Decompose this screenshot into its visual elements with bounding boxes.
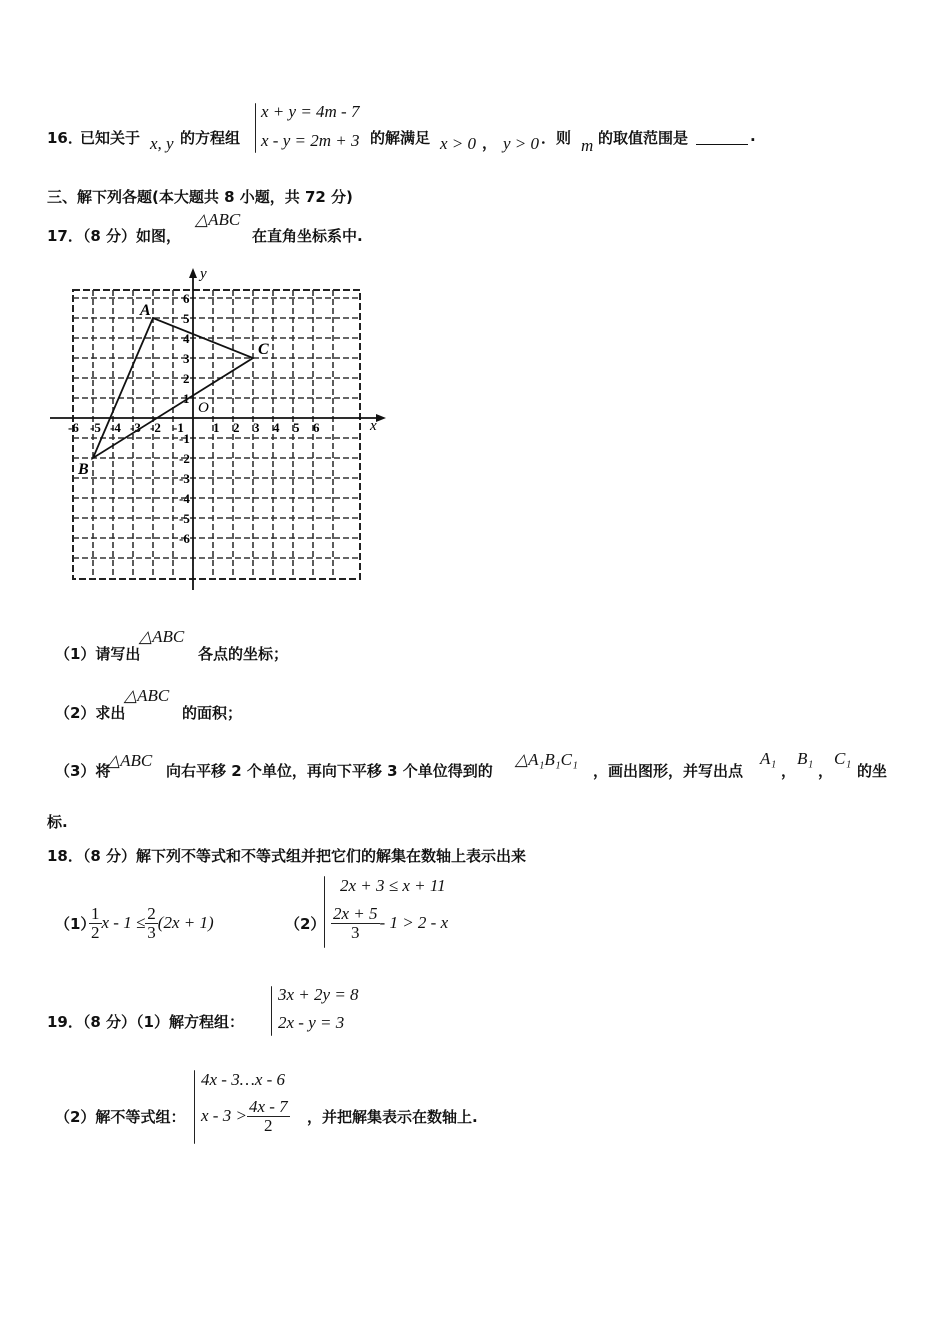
q17-part3-e: 标. — [47, 813, 68, 831]
q18-ineq-1-mid: x - 1 ≤ — [101, 913, 146, 932]
q17-part2-a: （2）求出 — [55, 704, 126, 722]
y-tick: -6 — [179, 531, 190, 546]
q16-cond-2: y > 0 — [503, 134, 540, 153]
y-tick: -5 — [179, 511, 190, 526]
frac-1-2: $\frac{1}{2}$ — [91, 904, 100, 942]
q17-sep-2: ， — [818, 762, 834, 780]
q16-text-1: 已知关于 — [80, 129, 141, 147]
q19-brace-2 — [194, 1070, 195, 1144]
y-tick: 4 — [183, 331, 190, 346]
y-axis-label: y — [200, 266, 207, 282]
y-tick: 3 — [183, 351, 190, 366]
q17-part2-b: 的面积； — [182, 704, 243, 722]
q19-ineq-2-a: x - 3 > — [201, 1106, 247, 1125]
y-tick: -4 — [179, 491, 190, 506]
q17-part3-a: （3）将 — [55, 762, 111, 780]
y-tick: 1 — [183, 391, 190, 406]
q17-triangle-abc: △ABC — [195, 210, 241, 229]
y-tick: -2 — [179, 451, 190, 466]
q16-cond-1: x > 0 — [440, 134, 477, 153]
q17-part3-b: 向右平移 2 个单位，再向下平移 3 个单位得到的 — [166, 762, 493, 780]
q19-ineq-2 — [201, 1098, 290, 1135]
y-tick: 5 — [183, 311, 190, 326]
q16-eq2: x - y = 2m + 3 — [261, 131, 360, 150]
q18-sys-line-2-tail: - 1 > 2 - x — [379, 913, 449, 932]
q18-intro: 18．（8 分）解下列不等式和不等式组并把它们的解集在数轴上表示出来 — [47, 847, 527, 865]
x-tick: -3 — [130, 420, 141, 435]
q19-part2-label: （2）解不等式组： — [55, 1108, 186, 1126]
q18-part1-label: （1） — [55, 915, 96, 933]
x-tick: -5 — [90, 420, 101, 435]
frac-4x7-2: $\frac{4x - 7}{2}$ — [248, 1097, 288, 1135]
q19-eq-2: 2x - y = 3 — [278, 1013, 345, 1032]
q19-eq-1: 3x + 2y = 8 — [278, 985, 359, 1004]
q18-sys-line-2 — [331, 905, 448, 942]
x-tick: -1 — [173, 420, 184, 435]
y-tick: 6 — [183, 291, 190, 306]
y-tick: -1 — [179, 431, 190, 446]
y-tick: 2 — [183, 371, 190, 386]
q19-intro: 19．（8 分）（1）解方程组： — [47, 1013, 244, 1031]
q16-end: . — [750, 127, 756, 145]
origin-label: O — [198, 400, 209, 416]
q16-text-3: 的解满足 — [370, 129, 431, 147]
y-tick: -3 — [179, 471, 190, 486]
q17-part3-triangle: △ABC — [107, 751, 153, 770]
q17-part2-triangle: △ABC — [124, 686, 170, 705]
q18-part2-label: （2） — [285, 915, 326, 933]
q16-comma: ， — [482, 134, 498, 152]
q17-part1-b: 各点的坐标； — [198, 645, 289, 663]
x-tick: 3 — [253, 420, 260, 435]
vertex-b-label: B — [78, 461, 89, 478]
q19-brace-1 — [271, 986, 272, 1036]
q17-intro-b: 在直角坐标系中. — [252, 227, 363, 245]
q17-part1-a: （1）请写出 — [55, 645, 141, 663]
q17-intro-a: 17．（8 分）如图， — [47, 227, 182, 245]
section-3-title: 三、解下列各题(本大题共 8 小题，共 72 分) — [47, 188, 353, 206]
frac-2x5-3: $\frac{2x + 5}{3}$ — [333, 904, 378, 942]
vertex-c-label: C — [258, 341, 269, 358]
x-tick: 4 — [273, 420, 280, 435]
q17-sep-1: ， — [781, 762, 797, 780]
x-tick: 5 — [293, 420, 300, 435]
y-axis-arrow — [189, 268, 197, 278]
q17-part3-c: ，画出图形，并写出点 — [593, 762, 744, 780]
q18-sys-line-1: 2x + 3 ≤ x + 11 — [340, 876, 446, 895]
x-tick: -4 — [110, 420, 121, 435]
frac-2-3: $\frac{2}{3}$ — [147, 904, 156, 942]
q18-ineq-1 — [89, 905, 214, 942]
q16-m: m — [581, 136, 594, 155]
x-tick: -6 — [68, 420, 79, 435]
x-tick: -2 — [150, 420, 161, 435]
x-tick: 2 — [233, 420, 240, 435]
q17-point-b1: B₁ — [797, 749, 814, 768]
q16-number: 16． — [47, 129, 83, 147]
q17-part1-triangle: △ABC — [139, 627, 185, 646]
q16-text-5: 的取值范围是 — [598, 129, 689, 147]
q19-tail: ，并把解集表示在数轴上. — [307, 1108, 478, 1126]
x-axis-label: x — [370, 418, 377, 434]
q16-text-2: 的方程组 — [180, 129, 241, 147]
q17-point-a1: A₁ — [760, 749, 777, 768]
q18-ineq-1-tail: (2x + 1) — [157, 913, 214, 932]
coordinate-grid-figure — [40, 260, 400, 600]
x-tick: 6 — [313, 420, 320, 435]
q16-answer-blank — [696, 130, 748, 149]
q18-brace — [324, 876, 325, 948]
q16-eq1: x + y = 4m - 7 — [261, 102, 360, 121]
q16-text-4: ．则 — [541, 129, 572, 147]
vertex-a-label: A — [140, 302, 151, 319]
q17-part3-d: 的坐 — [857, 762, 888, 780]
q16-vars: x, y — [150, 134, 174, 153]
x-tick: 1 — [213, 420, 220, 435]
q17-point-c1: C₁ — [834, 749, 852, 768]
q16-brace — [255, 103, 256, 153]
x-axis-arrow — [376, 414, 386, 422]
q19-ineq-1: 4x - 3…x - 6 — [201, 1070, 286, 1089]
q17-part3-triangle-1: △A₁B₁C₁ — [515, 750, 578, 769]
